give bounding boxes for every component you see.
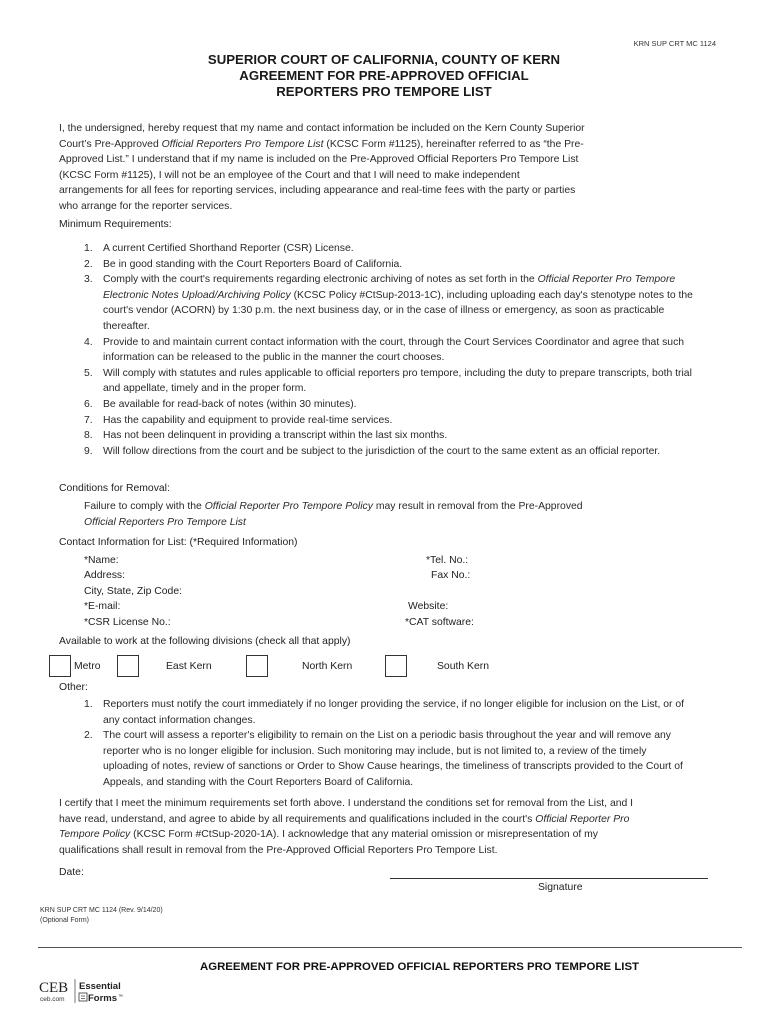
- south-kern-checkbox[interactable]: [385, 655, 407, 677]
- cat-software-field-label: *CAT software:: [405, 617, 474, 628]
- ceb-logo-text: CEB: [39, 980, 69, 996]
- intro-line: (KCSC Form #1125), I will not be an employee of the Court and that I will need to make independent: [59, 169, 520, 181]
- form-code: KRN SUP CRT MC 1124: [633, 39, 716, 48]
- intro-line: Court’s Pre-Approved Official Reporters Pro Tempore List (KCSC Form #1125), hereinafter referred to as “the Pre-: [59, 138, 584, 150]
- page-title-line-1: SUPERIOR COURT OF CALIFORNIA, COUNTY OF KERN: [207, 52, 561, 67]
- north-kern-label: North Kern: [302, 661, 353, 672]
- east-kern-checkbox[interactable]: [117, 655, 139, 677]
- tel-field-label: *Tel. No.:: [426, 555, 469, 566]
- svg-text:™: ™: [118, 994, 123, 1000]
- list-item: 2. The court will assess a reporter's eligibility to remain on the List on a periodic basis throughout the year and will remove any reporter who is no longer eligible for inclusion. Such monitoring may include, but is not limited to, a review of the timely uploading of notes, review of sanctions or Order to Show Cause hearings, the timeliness of transcripts provided to the Court of Appeals, and standing with the Court Reporters Board of California.: [84, 730, 683, 788]
- intro-line: Approved List.” I understand that if my name is included on the Pre-Approved Official Reporters Pro Tempore List: [59, 154, 579, 166]
- east-kern-label: East Kern: [166, 661, 212, 672]
- list-item: 1. Reporters must notify the court immediately if no longer providing the service, if no longer eligible for inclusion on the List, or of any contact information changes.: [84, 699, 685, 726]
- divisions-heading: Available to work at the following divisions (check all that apply): [59, 636, 351, 647]
- city-field-label: City, State, Zip Code:: [84, 586, 182, 597]
- ceb-essential-forms-logo: [38, 975, 128, 1015]
- list-item: 9. Will follow directions from the court and be subject to the jurisdiction of the court to the same extent as an official reporter.: [84, 445, 661, 457]
- metro-label: Metro: [74, 661, 101, 672]
- list-item: 5. Will comply with statutes and rules applicable to official reporters pro tempore, including the duty to prepare transcripts, both trial and appellate, timely and in the proper form.: [84, 367, 692, 395]
- intro-line: who arrange for the reporter services.: [59, 200, 233, 212]
- conditions-heading: Conditions for Removal:: [59, 483, 170, 494]
- page-title-line-3: REPORTERS PRO TEMPORE LIST: [276, 84, 492, 99]
- intro-paragraph: [59, 121, 699, 215]
- minimum-requirements-list: [84, 241, 694, 459]
- ceb-site-text: ceb.com: [40, 996, 65, 1003]
- intro-line: arrangements for all fees for reporting services, including appearance and real-time fees with the party or parties: [59, 185, 576, 197]
- conditions-text: Failure to comply with the Official Reporter Pro Tempore Policy may result in removal from the Pre-Approved Official Reporters Pro Tempore List: [84, 501, 583, 528]
- address-field-label: Address:: [84, 570, 126, 581]
- list-item: 4. Provide to and maintain current contact information with the court, through the Court Services Coordinator and agree that such information can be released to the public in the manner the court chooses.: [84, 336, 685, 364]
- south-kern-label: South Kern: [437, 661, 489, 672]
- other-heading: Other:: [59, 682, 88, 693]
- website-field-label: Website:: [408, 601, 449, 612]
- footer-form-code: KRN SUP CRT MC 1124 (Rev. 9/14/20) (Optional Form): [40, 907, 163, 924]
- north-kern-checkbox[interactable]: [246, 655, 268, 677]
- certification-paragraph: I certify that I meet the minimum requirements set forth above. I understand the conditions set for removal from the List, and I have read, understand, and agree to abide by all requirements and qualifications included in the court's Official Reporter Pro Tempore Policy (KCSC Form #CtSup-2020-1A). I acknowledge that any material omission or misrepresentation of my qualifications shall result in removal from the Pre-Approved Official Reporters Pro Tempore List.: [59, 798, 634, 856]
- minimum-requirements-heading: Minimum Requirements:: [59, 219, 172, 230]
- email-field-label: *E-mail:: [84, 601, 121, 612]
- list-item: 1. A current Certified Shorthand Reporter (CSR) License.: [84, 243, 354, 254]
- list-item: 7. Has the capability and equipment to provide real-time services.: [84, 414, 393, 426]
- other-list: [84, 697, 694, 791]
- metro-checkbox[interactable]: [49, 655, 71, 677]
- bottom-title: AGREEMENT FOR PRE-APPROVED OFFICIAL REPORTERS PRO TEMPORE LIST: [200, 961, 639, 973]
- signature-line[interactable]: [390, 878, 708, 879]
- forms-text: Forms: [88, 993, 118, 1004]
- divider: [38, 947, 742, 948]
- contact-heading: Contact Information for List: (*Required Information): [59, 537, 298, 548]
- essential-text: Essential: [79, 981, 121, 992]
- date-field-label: Date:: [59, 867, 84, 878]
- list-item: 6. Be available for read-back of notes (within 30 minutes).: [84, 398, 357, 410]
- fax-field-label: Fax No.:: [431, 570, 471, 581]
- signature-label: Signature: [538, 882, 583, 893]
- name-field-label: *Name:: [84, 555, 119, 566]
- list-item: 8. Has not been delinquent in providing a transcript within the last six months.: [84, 430, 448, 442]
- list-item: 3. Comply with the court's requirements regarding electronic archiving of notes as set forth in the Official Reporter Pro Tempore Electronic Notes Upload/Archiving Policy (KCSC Policy #CtSup-2013-1C), including uploading each day's stenotype notes to the court's vendor (ACORN) by 1:30 p.m. the next business day, or in the case of illness or emergency, as soon as practicable thereafter.: [84, 274, 693, 332]
- page-title-line-2: AGREEMENT FOR PRE-APPROVED OFFICIAL: [239, 68, 529, 83]
- csr-license-field-label: *CSR License No.:: [84, 617, 171, 628]
- list-item: 2. Be in good standing with the Court Reporters Board of California.: [84, 258, 403, 270]
- intro-line: I, the undersigned, hereby request that my name and contact information be included on the Kern County Superior: [59, 123, 585, 134]
